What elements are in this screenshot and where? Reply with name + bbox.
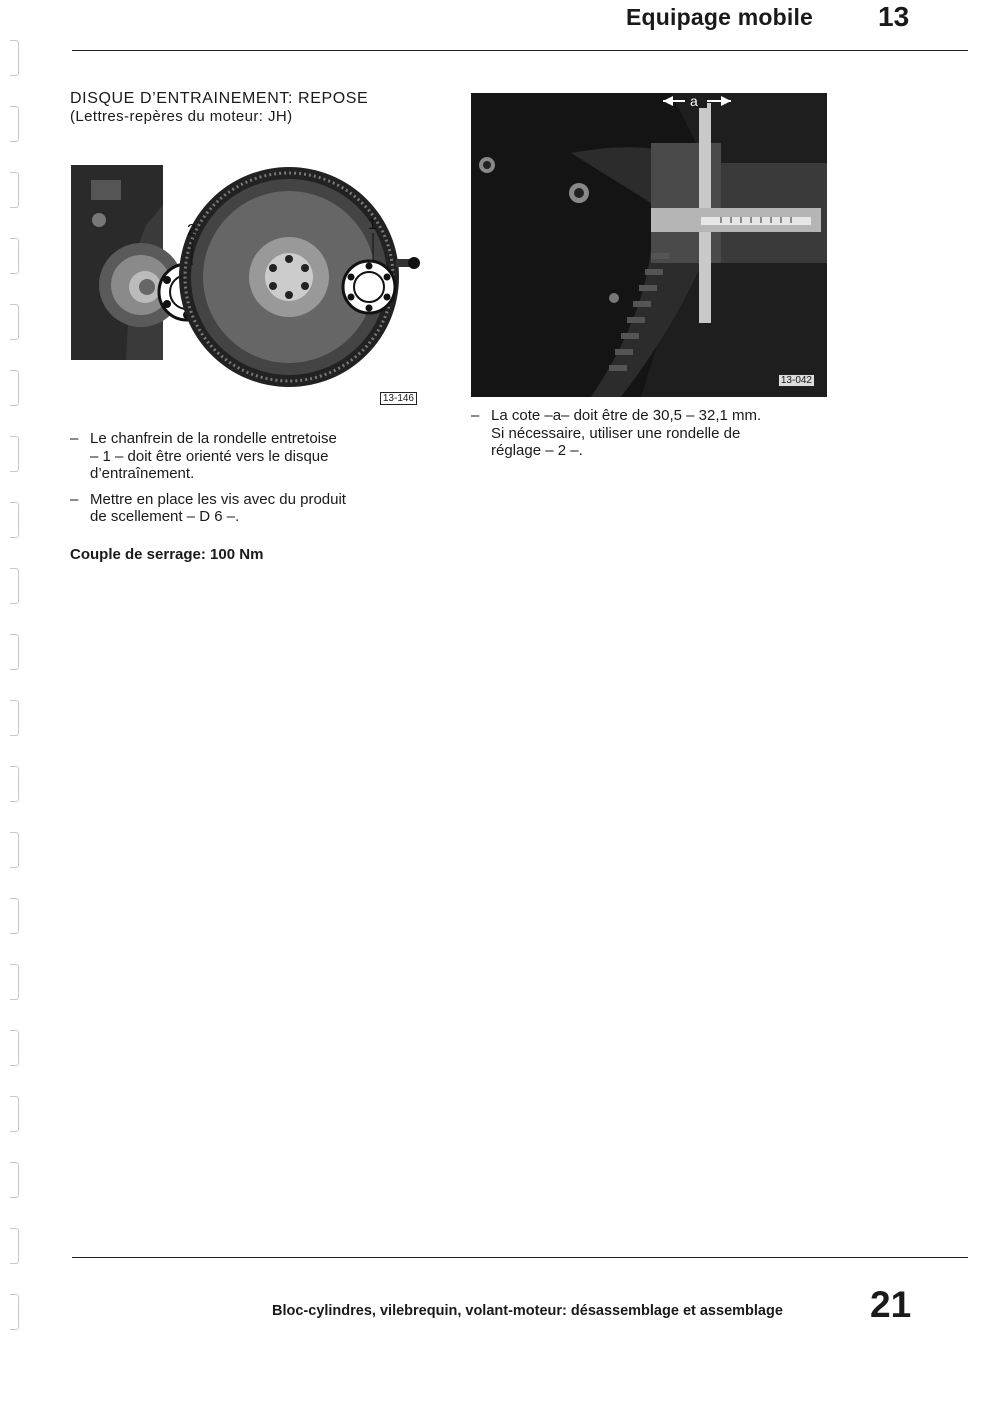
- callout-a: a: [690, 93, 698, 109]
- chapter-number: 13: [878, 1, 910, 32]
- left-instructions: [70, 430, 410, 534]
- flywheel-illustration: [71, 165, 421, 413]
- binder-holes: [6, 40, 26, 1360]
- measurement-figure: [471, 93, 827, 397]
- caliper-illustration: [471, 93, 827, 397]
- page-header-title: Equipage mobile: [626, 4, 814, 30]
- section-subtitle: (Lettres-repères du moteur: JH): [70, 108, 293, 125]
- list-item: – Mettre en place les vis avec du produit de scellement – D 6 –.: [70, 490, 346, 525]
- flywheel-figure: [71, 165, 421, 413]
- figure-label-right: 13-042: [778, 374, 815, 387]
- footer-text: Bloc-cylindres, vilebrequin, volant-moteur: désassemblage et assemblage: [272, 1303, 783, 1319]
- list-item: – Le chanfrein de la rondelle entretoise – 1 – doit être orienté vers le disque d’entraînement.: [70, 430, 337, 482]
- torque-spec: Couple de serrage: 100 Nm: [70, 546, 264, 563]
- callout-2: 2: [187, 222, 196, 239]
- callout-1: 1: [368, 216, 377, 233]
- figure-label-left: 13-146: [380, 392, 417, 405]
- page-number: 21: [870, 1284, 912, 1325]
- header-rule: [72, 50, 968, 51]
- right-instructions: [471, 407, 851, 468]
- list-item: – La cote –a– doit être de 30,5 – 32,1 mm. Si nécessaire, utiliser une rondelle de réglage – 2 –.: [471, 407, 762, 459]
- section-title: DISQUE D’ENTRAINEMENT: REPOSE: [70, 90, 369, 107]
- footer-rule: [72, 1257, 968, 1258]
